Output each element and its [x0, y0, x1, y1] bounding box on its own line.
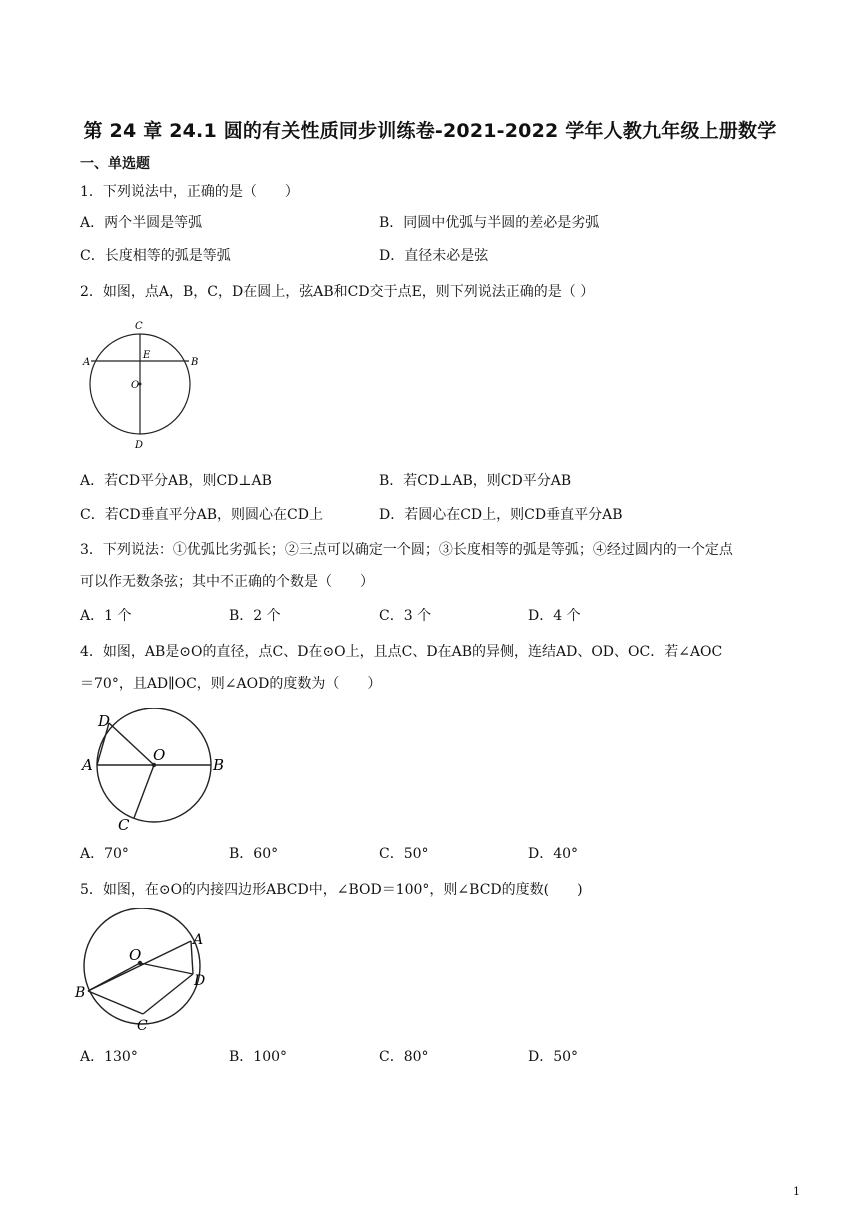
question-1-option-b: B．同圆中优弧与半圆的差必是劣弧 [379, 215, 600, 231]
circle-shape [84, 908, 200, 1024]
question-2-option-a: A．若CD平分AB，则CD⊥AB [80, 473, 272, 489]
label-d: D [98, 712, 111, 730]
label-o: O [129, 946, 142, 964]
segment-cd [143, 974, 193, 1014]
label-c: C [135, 321, 143, 332]
section-heading: 一、单选题 [80, 156, 150, 172]
question-5-option-c: C．80° [379, 1049, 429, 1065]
question-3-option-c: C．3 个 [379, 608, 432, 624]
question-4-option-d: D．40° [528, 846, 579, 862]
page-title: 第 24 章 24.1 圆的有关性质同步训练卷-2021-2022 学年人教九年级上册数学 [83, 120, 777, 142]
label-b: B [213, 756, 225, 774]
label-b: B [75, 985, 86, 1001]
label-d: D [194, 973, 206, 989]
question-4-stem-line1: 4．如图，AB是⊙O的直径，点C、D在⊙O上，且点C、D在AB的异侧，连结AD、OD、OC．若∠AOC [80, 644, 723, 660]
question-1-stem: 1．下列说法中，正确的是（ ） [80, 184, 299, 200]
question-2-figure [80, 316, 210, 456]
question-5-stem: 5．如图，在⊙O的内接四边形ABCD中，∠BOD＝100°，则∠BCD的度数( ) [80, 882, 583, 898]
label-o: O [131, 380, 140, 391]
question-1-option-c: C．长度相等的弧是等弧 [80, 248, 231, 264]
label-a: A [82, 756, 93, 774]
label-a: A [83, 357, 91, 368]
question-3-option-b: B．2 个 [229, 608, 281, 624]
question-4-option-a: A．70° [80, 846, 129, 862]
question-3-option-d: D．4 个 [528, 608, 581, 624]
segment-od [109, 723, 154, 765]
question-1-option-a: A．两个半圆是等弧 [80, 215, 203, 231]
label-c: C [118, 816, 130, 834]
label-a: A [193, 932, 204, 948]
question-3-stem-line2: 可以作无数条弦；其中不正确的个数是（ ） [80, 574, 374, 590]
question-4-stem-line2: ＝70°，且AD∥OC，则∠AOD的度数为（ ） [80, 676, 382, 692]
question-2-option-b: B．若CD⊥AB，则CD平分AB [379, 473, 572, 489]
question-2-option-d: D．若圆心在CD上，则CD垂直平分AB [379, 507, 623, 523]
question-3-option-a: A．1 个 [80, 608, 132, 624]
question-4-figure [78, 708, 238, 836]
question-2-stem: 2．如图，点A，B，C，D在圆上，弦AB和CD交于点E，则下列说法正确的是（ ） [80, 284, 595, 300]
question-5-option-b: B．100° [229, 1049, 288, 1065]
question-5-figure [74, 908, 214, 1036]
page-number: 1 [793, 1185, 800, 1198]
question-5-option-a: A．130° [80, 1049, 138, 1065]
label-o: O [153, 746, 166, 764]
question-2-option-c: C．若CD垂直平分AB，则圆心在CD上 [80, 507, 323, 523]
label-b: B [191, 357, 199, 368]
question-4-option-c: C．50° [379, 846, 429, 862]
question-4-option-b: B．60° [229, 846, 279, 862]
question-1-option-d: D．直径未必是弦 [379, 248, 489, 264]
segment-od [140, 963, 193, 974]
label-c: C [137, 1018, 148, 1034]
label-e: E [143, 350, 151, 361]
label-d: D [135, 440, 144, 451]
segment-oc [134, 765, 154, 818]
question-5-option-d: D．50° [528, 1049, 579, 1065]
question-3-stem-line1: 3．下列说法：①优弧比劣弧长；②三点可以确定一个圆；③长度相等的弧是等弧；④经过圆内的一个定点 [80, 542, 733, 558]
